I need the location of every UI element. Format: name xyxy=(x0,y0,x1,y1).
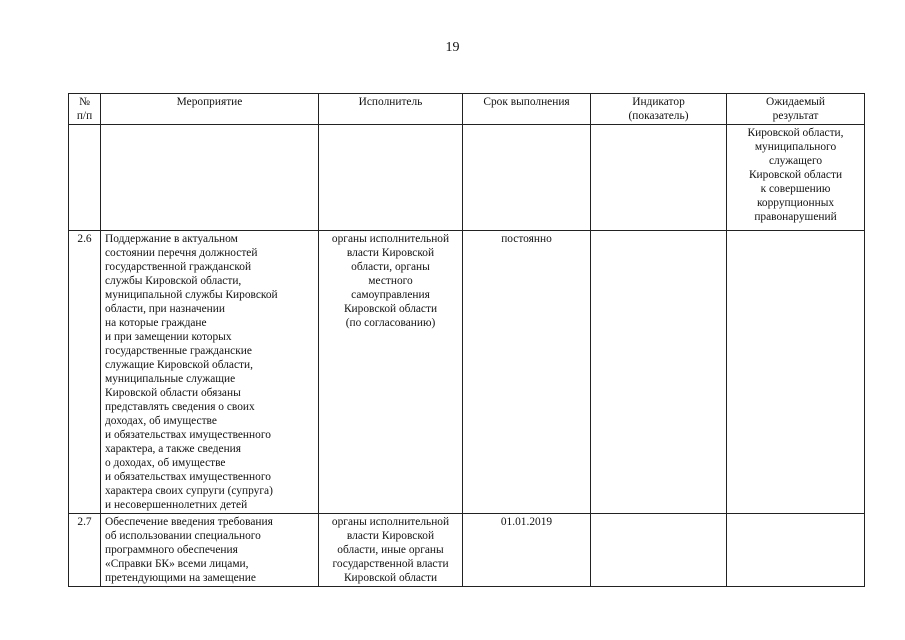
cell-text-line: и несовершеннолетних детей xyxy=(105,499,248,511)
row-executor xyxy=(319,125,463,231)
row-executor xyxy=(319,231,463,514)
cell-text-line: государственной гражданской xyxy=(105,261,252,273)
cell-text-line: Кировской области xyxy=(748,169,843,181)
cell-text-line: государственные гражданские xyxy=(105,345,252,357)
cell-text-line: и при замещении которых xyxy=(105,331,232,343)
row-number xyxy=(69,231,101,514)
cell-text-line: на которые граждане xyxy=(105,317,207,329)
header-executor xyxy=(319,94,463,125)
cell-text-line: (показатель) xyxy=(628,110,689,122)
row-deadline xyxy=(463,125,591,231)
cell-text-line: власти Кировской xyxy=(346,530,435,542)
cell-text-line: Ожидаемый xyxy=(765,96,826,108)
cell-text-line: Обеспечение введения требования xyxy=(105,516,273,528)
row-indicator xyxy=(591,125,727,231)
header-deadline xyxy=(463,94,591,125)
row-result xyxy=(727,231,865,514)
header-result xyxy=(727,94,865,125)
cell-text-line: самоуправления xyxy=(351,289,430,301)
cell-text-line: Кировской области обязаны xyxy=(105,387,241,399)
table-row xyxy=(69,231,865,514)
cell-text-line: служащего xyxy=(768,155,823,167)
cell-text-line: к совершению xyxy=(760,183,831,195)
cell-text-line: и обязательствах имущественного xyxy=(105,471,271,483)
cell-text-line: местного xyxy=(368,275,413,287)
cell-text-line: Индикатор xyxy=(632,96,685,108)
cell-text-line: характера своих супруги (супруга) xyxy=(105,485,273,497)
table-row xyxy=(69,125,865,231)
row-number xyxy=(69,514,101,587)
cell-text-line: п/п xyxy=(76,110,93,122)
cell-text-line: муниципальной службы Кировской xyxy=(105,289,278,301)
cell-text-line: состоянии перечня должностей xyxy=(105,247,258,259)
cell-text-line: муниципальные служащие xyxy=(105,373,236,385)
row-indicator xyxy=(591,514,727,587)
cell-text-line: Мероприятие xyxy=(176,96,243,108)
cell-text-line: об использовании специального xyxy=(105,530,261,542)
cell-text-line: и обязательствах имущественного xyxy=(105,429,271,441)
cell-text-line: 2.7 xyxy=(77,516,92,528)
cell-text-line: Поддержание в актуальном xyxy=(105,233,238,245)
row-event xyxy=(101,125,319,231)
cell-text-line: области, иные органы xyxy=(337,544,444,556)
cell-text-line: № xyxy=(79,96,90,108)
row-deadline xyxy=(463,514,591,587)
cell-text-line: службы Кировской области, xyxy=(105,275,242,287)
cell-text-line: о доходах, об имуществе xyxy=(105,457,226,469)
header-num xyxy=(69,94,101,125)
row-indicator xyxy=(591,231,727,514)
cell-text-line: Исполнитель xyxy=(358,96,423,108)
cell-text-line: программного обеспечения xyxy=(105,544,238,556)
cell-text-line: Срок выполнения xyxy=(483,96,570,108)
cell-text-line: правонарушений xyxy=(754,211,837,223)
cell-text-line: представлять сведения о своих xyxy=(105,401,255,413)
cell-text-line: служащие Кировской области, xyxy=(105,359,253,371)
row-number xyxy=(69,125,101,231)
cell-text-line: государственной власти xyxy=(332,558,449,570)
cell-text-line: области, органы xyxy=(351,261,430,273)
cell-text-line: 2.6 xyxy=(77,233,92,245)
row-result xyxy=(727,125,865,231)
cell-text-line: области, при назначении xyxy=(105,303,225,315)
cell-text-line: результат xyxy=(772,110,819,122)
cell-text-line: характера, а также сведения xyxy=(105,443,242,455)
page-number: 19 xyxy=(445,40,460,55)
row-event xyxy=(101,514,319,587)
header-event xyxy=(101,94,319,125)
cell-text-line: «Справки БК» всеми лицами, xyxy=(105,558,249,570)
measures-table xyxy=(68,93,865,587)
cell-text-line: Кировской области xyxy=(343,303,438,315)
table-row xyxy=(69,514,865,587)
cell-text-line: коррупционных xyxy=(756,197,835,209)
table-header-row xyxy=(69,94,865,125)
cell-text-line: Кировской области xyxy=(343,572,438,584)
cell-text-line: (по согласованию) xyxy=(345,317,436,329)
cell-text-line: органы исполнительной xyxy=(331,516,450,528)
row-result xyxy=(727,514,865,587)
row-executor xyxy=(319,514,463,587)
cell-text-line: Кировской области, xyxy=(747,127,844,139)
header-indicator xyxy=(591,94,727,125)
cell-text-line: постоянно xyxy=(501,233,552,245)
cell-text-line: органы исполнительной xyxy=(331,233,450,245)
cell-text-line: претендующими на замещение xyxy=(105,572,256,584)
row-event xyxy=(101,231,319,514)
row-deadline xyxy=(463,231,591,514)
cell-text-line: власти Кировской xyxy=(346,247,435,259)
cell-text-line: муниципального xyxy=(754,141,837,153)
cell-text-line: доходах, об имуществе xyxy=(105,415,217,427)
cell-text-line: 01.01.2019 xyxy=(500,516,553,528)
